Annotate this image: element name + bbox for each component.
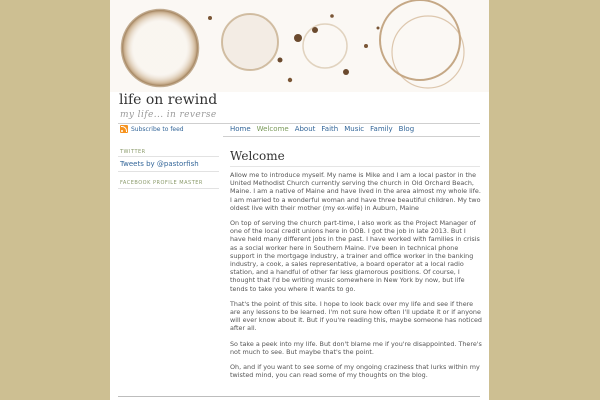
post-paragraph: Allow me to introduce myself. My name is Mike and I am a local pastor in the United Methodist Church currently serving the church in Old Orchard Beach, Maine. I am a native of Maine and have lived in the area almost my whole life. I am married to a wonderful woman and have three beautiful children. My two oldest live with their mother (my ex-wife) in Auburn, Maine <box>230 171 481 212</box>
main-navigation <box>230 125 414 133</box>
post-title: Welcome <box>230 149 285 163</box>
tweets-link[interactable]: Tweets by @pastorfish <box>120 160 199 168</box>
blog-tagline: my life... in reverse <box>120 110 217 120</box>
nav-item-home[interactable]: Home <box>230 125 251 133</box>
rss-icon <box>120 125 128 133</box>
nav-item-about[interactable]: About <box>294 125 316 133</box>
nav-item-welcome[interactable]: Welcome <box>256 125 289 133</box>
header-divider <box>118 123 480 124</box>
nav-divider <box>223 136 480 137</box>
post-paragraph: On top of serving the church part-time, I also work as the Project Manager of one of the local credit unions here in OOB. I got the job in late 2013. But I have held many different jobs in the past. I have worked with families in crisis as a social worker here in Southern Maine. I've been in technical phone support in the mortgage industry, a trainer and office worker in the banking industry, a cook, a sales representative, a board operator at a local radio station, and a handful of other far less glamorous positions. Of course, I thought that I'd be writing music somewhere in New York by now, but life tends to take you where it wants to go. <box>230 219 480 293</box>
nav-item-family[interactable]: Family <box>370 125 393 133</box>
twitter-widget-title: TWITTER <box>120 149 146 155</box>
sidebar-divider <box>118 156 219 157</box>
nav-item-music[interactable]: Music <box>344 125 365 133</box>
post-paragraph: Oh, and if you want to see some of my ongoing craziness that lurks within my twisted mind, you can read some of my thoughts on the blog. <box>230 363 480 380</box>
sidebar-divider <box>118 171 219 172</box>
coffee-stain-header-image <box>110 0 489 92</box>
facebook-widget-title: FACEBOOK PROFILE MASTER <box>120 180 203 186</box>
nav-item-faith[interactable]: Faith <box>321 125 339 133</box>
subscribe-feed-label[interactable]: Subscribe to feed <box>131 125 184 133</box>
post-body <box>230 171 483 386</box>
post-paragraph: That's the point of this site. I hope to look back over my life and see if there are any lessons to be learned. I'm not sure how often I'll update it or if anyone will ever know about it. But if you're reading this, maybe someone has noticed after all. <box>230 299 482 333</box>
footer-divider <box>118 396 480 397</box>
page-container <box>110 0 489 400</box>
blog-title[interactable]: life on rewind <box>119 92 218 108</box>
nav-item-blog[interactable]: Blog <box>398 125 415 133</box>
post-paragraph: So take a peek into my life. But don't blame me if you're disappointed. There's not much to see. But maybe that's the point. <box>230 339 482 356</box>
subscribe-feed-link[interactable] <box>120 125 184 133</box>
post-title-divider <box>230 166 480 167</box>
sidebar-divider <box>118 188 219 189</box>
